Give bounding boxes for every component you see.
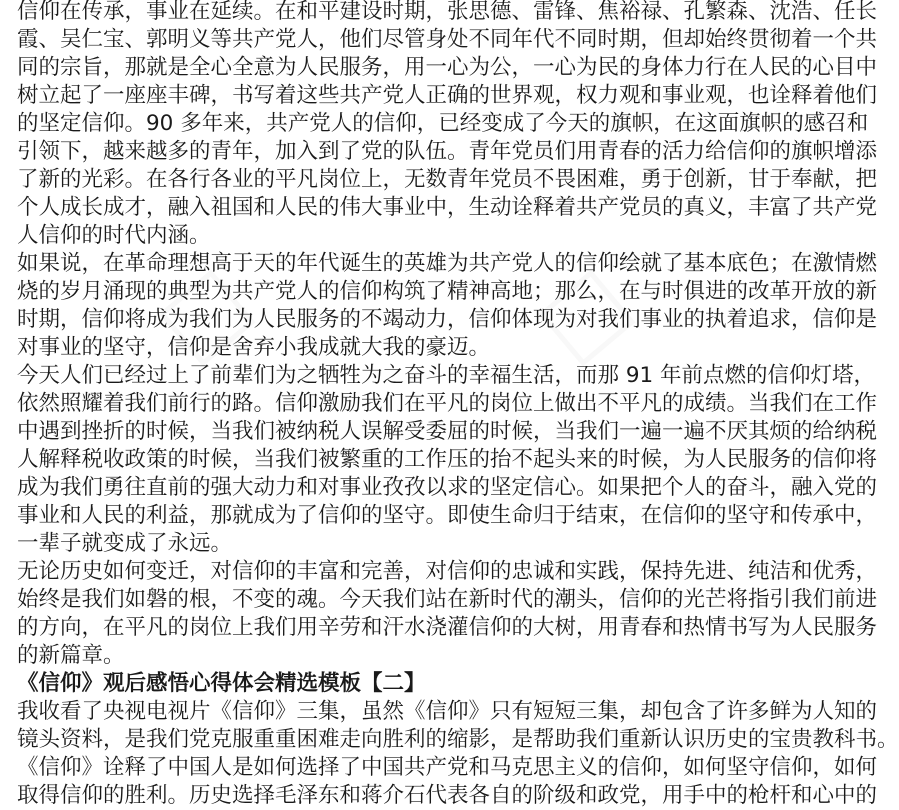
text-line: 成为我们勇往直前的强大动力和对事业孜孜以求的坚定信心。如果把个人的奋斗，融入党的 — [17, 475, 878, 500]
text-line: 一辈子就变成了永远。 — [17, 531, 233, 556]
text-line: 始终是我们如磐的根，不变的魂。今天我们站在新时代的潮头，信仰的光芒将指引我们前进 — [17, 587, 878, 612]
watermark: □ — [136, 244, 269, 381]
text-line: 引领下，越来越多的青年，加入到了党的队伍。青年党员们用青春的活力给信仰的旗帜增添 — [17, 139, 878, 164]
document-body — [17, 0, 899, 810]
text-line: 镜头资料，是我们党克服重重困难走向胜利的缩影，是帮助我们重新认识历史的宝贵教科书。 — [17, 727, 899, 752]
text-line: 树立起了一座座丰碑，书写着这些共产党人正确的世界观，权力观和事业观，也诠释着他们 — [17, 83, 878, 108]
text-line: 同的宗旨，那就是全心全意为人民服务，用一心为公，一心为民的身体力行在人民的心目中 — [17, 55, 878, 80]
text-line: 的方向，在平凡的岗位上我们用辛劳和汗水浇灌信仰的大树，用青春和热情书写为人民服务 — [17, 615, 878, 640]
text-line: 《信仰》诠释了中国人是如何选择了中国共产党和马克思主义的信仰，如何坚守信仰，如何 — [17, 755, 878, 780]
text-line: 了新的光彩。在各行各业的平凡岗位上，无数青年党员不畏困难，勇于创新，甘于奉献，把 — [17, 167, 878, 192]
watermark: □ — [516, 244, 649, 381]
text-line: 霞、吴仁宝、郭明义等共产党人，他们尽管身处不同年代不同时期，但却始终贯彻着一个共 — [17, 27, 878, 52]
text-line: 的坚定信仰。90 多年来，共产党人的信仰，已经变成了今天的旗帜，在这面旗帜的感召和 — [17, 111, 869, 136]
text-line: 烧的岁月涌现的典型为共产党人的信仰构筑了精神高地；那么，在与时俱进的改革开放的新 — [17, 279, 878, 304]
text-line: 的新篇章。 — [17, 643, 125, 668]
text-line: 中遇到挫折的时候，当我们被纳税人误解受委屈的时候，当我们一遍一遍不厌其烦的给纳税 — [17, 419, 878, 444]
section-heading: 《信仰》观后感悟心得体会精选模板【二】 — [17, 671, 426, 696]
text-line: 今天人们已经过上了前辈们为之牺牲为之奋斗的幸福生活，而那 91 年前点燃的信仰灯塔， — [17, 363, 876, 388]
text-line: 事业和人民的利益，那就成为了信仰的坚守。即使生命归于结束，在信仰的坚守和传承中， — [17, 503, 878, 528]
text-line: 依然照耀着我们前行的路。信仰激励我们在平凡的岗位上做出不平凡的成绩。当我们在工作 — [17, 391, 878, 416]
text-line: 取得信仰的胜利。历史选择毛泽东和蒋介石代表各自的阶级和政党，用手中的枪杆和心中的 — [17, 783, 878, 808]
text-line: 人信仰的时代内涵。 — [17, 223, 211, 248]
text-line: 无论历史如何变迁，对信仰的丰富和完善，对信仰的忠诚和实践，保持先进、纯洁和优秀， — [17, 559, 878, 584]
text-line: 如果说，在革命理想高于天的年代诞生的英雄为共产党人的信仰绘就了基本底色；在激情燃 — [17, 251, 878, 276]
text-line: 个人成长成才，融入祖国和人民的伟大事业中，生动诠释着共产党员的真义，丰富了共产党 — [17, 195, 878, 220]
text-line: 时期，信仰将成为我们为人民服务的不竭动力，信仰体现为对我们事业的执着追求，信仰是 — [17, 307, 878, 332]
text-line: 对事业的坚守，信仰是舍弃小我成就大我的豪迈。 — [17, 335, 491, 360]
text-line: 人解释税收政策的时候，当我们被繁重的工作压的抬不起头来的时候，为人民服务的信仰将 — [17, 447, 878, 472]
text-line: 我收看了央视电视片《信仰》三集，虽然《信仰》只有短短三集，却包含了许多鲜为人知的 — [17, 699, 878, 724]
text-line: 信仰在传承，事业在延续。在和平建设时期，张思德、雷锋、焦裕禄、孔繁森、沈浩、任长 — [17, 0, 878, 24]
